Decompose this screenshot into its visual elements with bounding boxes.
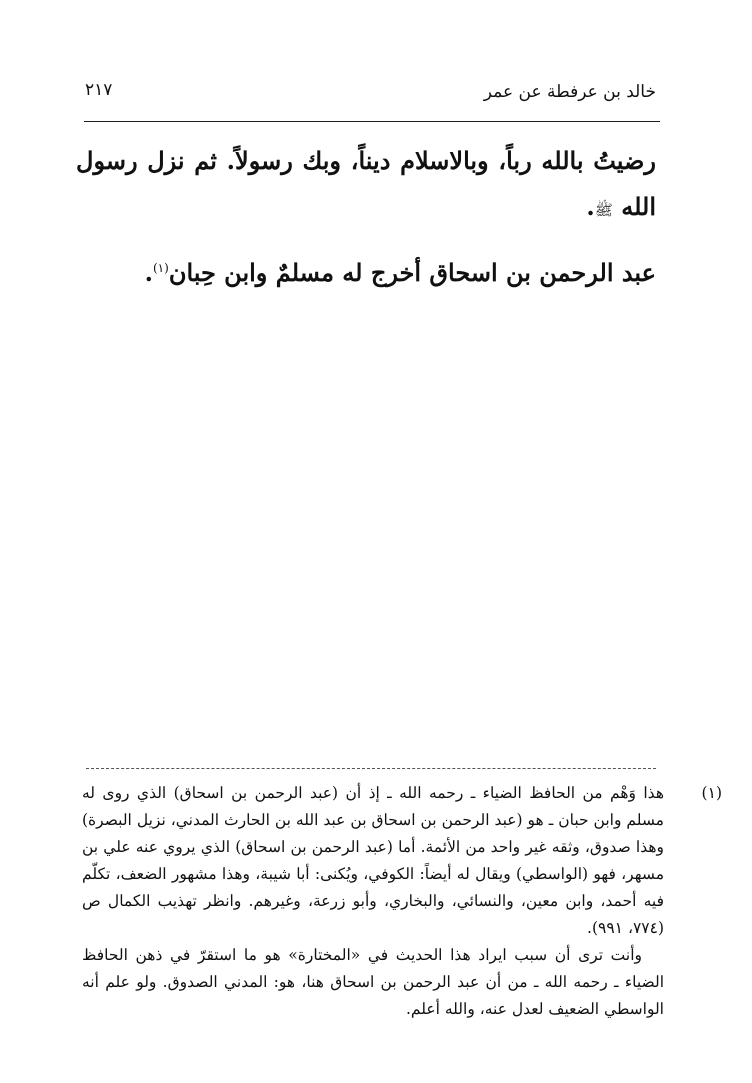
footnote-paragraph-2: وأنت ترى أن سبب ايراد هذا الحديث في «المختارة» هو ما استقرّ في ذهن الحافظ الضياء ـ رحمه الله ـ من أن عبد الرحمن بن اسحاق هنا، هو: المدني الصدوق. ولو علم أنه الواسطي الضعيف لعدل عنه، والله أعلم. (82, 946, 664, 1018)
main-paragraph-1 (76, 138, 656, 233)
footnote-number: (١) (701, 784, 722, 802)
main-paragraph-2-end: . (144, 258, 153, 287)
footnote-paragraph-1: هذا وَهْم من الحافظ الضياء ـ رحمه الله ـ إذ أن (عبد الرحمن بن اسحاق) الذي روى له مسلم وابن حبان ـ هو (عبد الرحمن بن اسحاق بن عبد الله بن الحارث المدني، نزيل البصرة) وهذا صدوق، وثقه غير واحد من الأئمة. أما (عبد الرحمن بن اسحاق) الذي يروي عنه علي بن مسهر، فهو (الواسطي) ويقال له أيضاً: الكوفي، ويُكنى: أبا شيبة، وهذا مشهور الضعف، تكلّم فيه أحمد، وابن معين، والنسائي، والبخاري، وأبو زرعة، وغيرهم. وانظر تهذيب الكمال ص (٧٧٤، ٩٩١). (82, 784, 664, 937)
main-paragraph-2 (76, 245, 656, 296)
running-header-title: خالد بن عرفطة عن عمر (483, 82, 656, 102)
footnote-reference: (١) (152, 261, 169, 275)
footnote-separator (86, 768, 656, 769)
header-rule (84, 121, 660, 122)
page-number: ٢١٧ (85, 80, 113, 100)
footnotes (82, 780, 722, 1023)
salawat-honorific-glyph: ﷺ (594, 201, 613, 219)
main-paragraph-1-text: رضيتُ بالله رباً، وبالاسلام ديناً، وبك رسولاً. ثم نزل رسول الله (76, 146, 656, 221)
main-text (76, 138, 656, 296)
main-paragraph-1-end: . (586, 192, 595, 221)
main-paragraph-2-text: عبد الرحمن بن اسحاق أخرج له مسلمٌ وابن حِبان (168, 258, 656, 287)
